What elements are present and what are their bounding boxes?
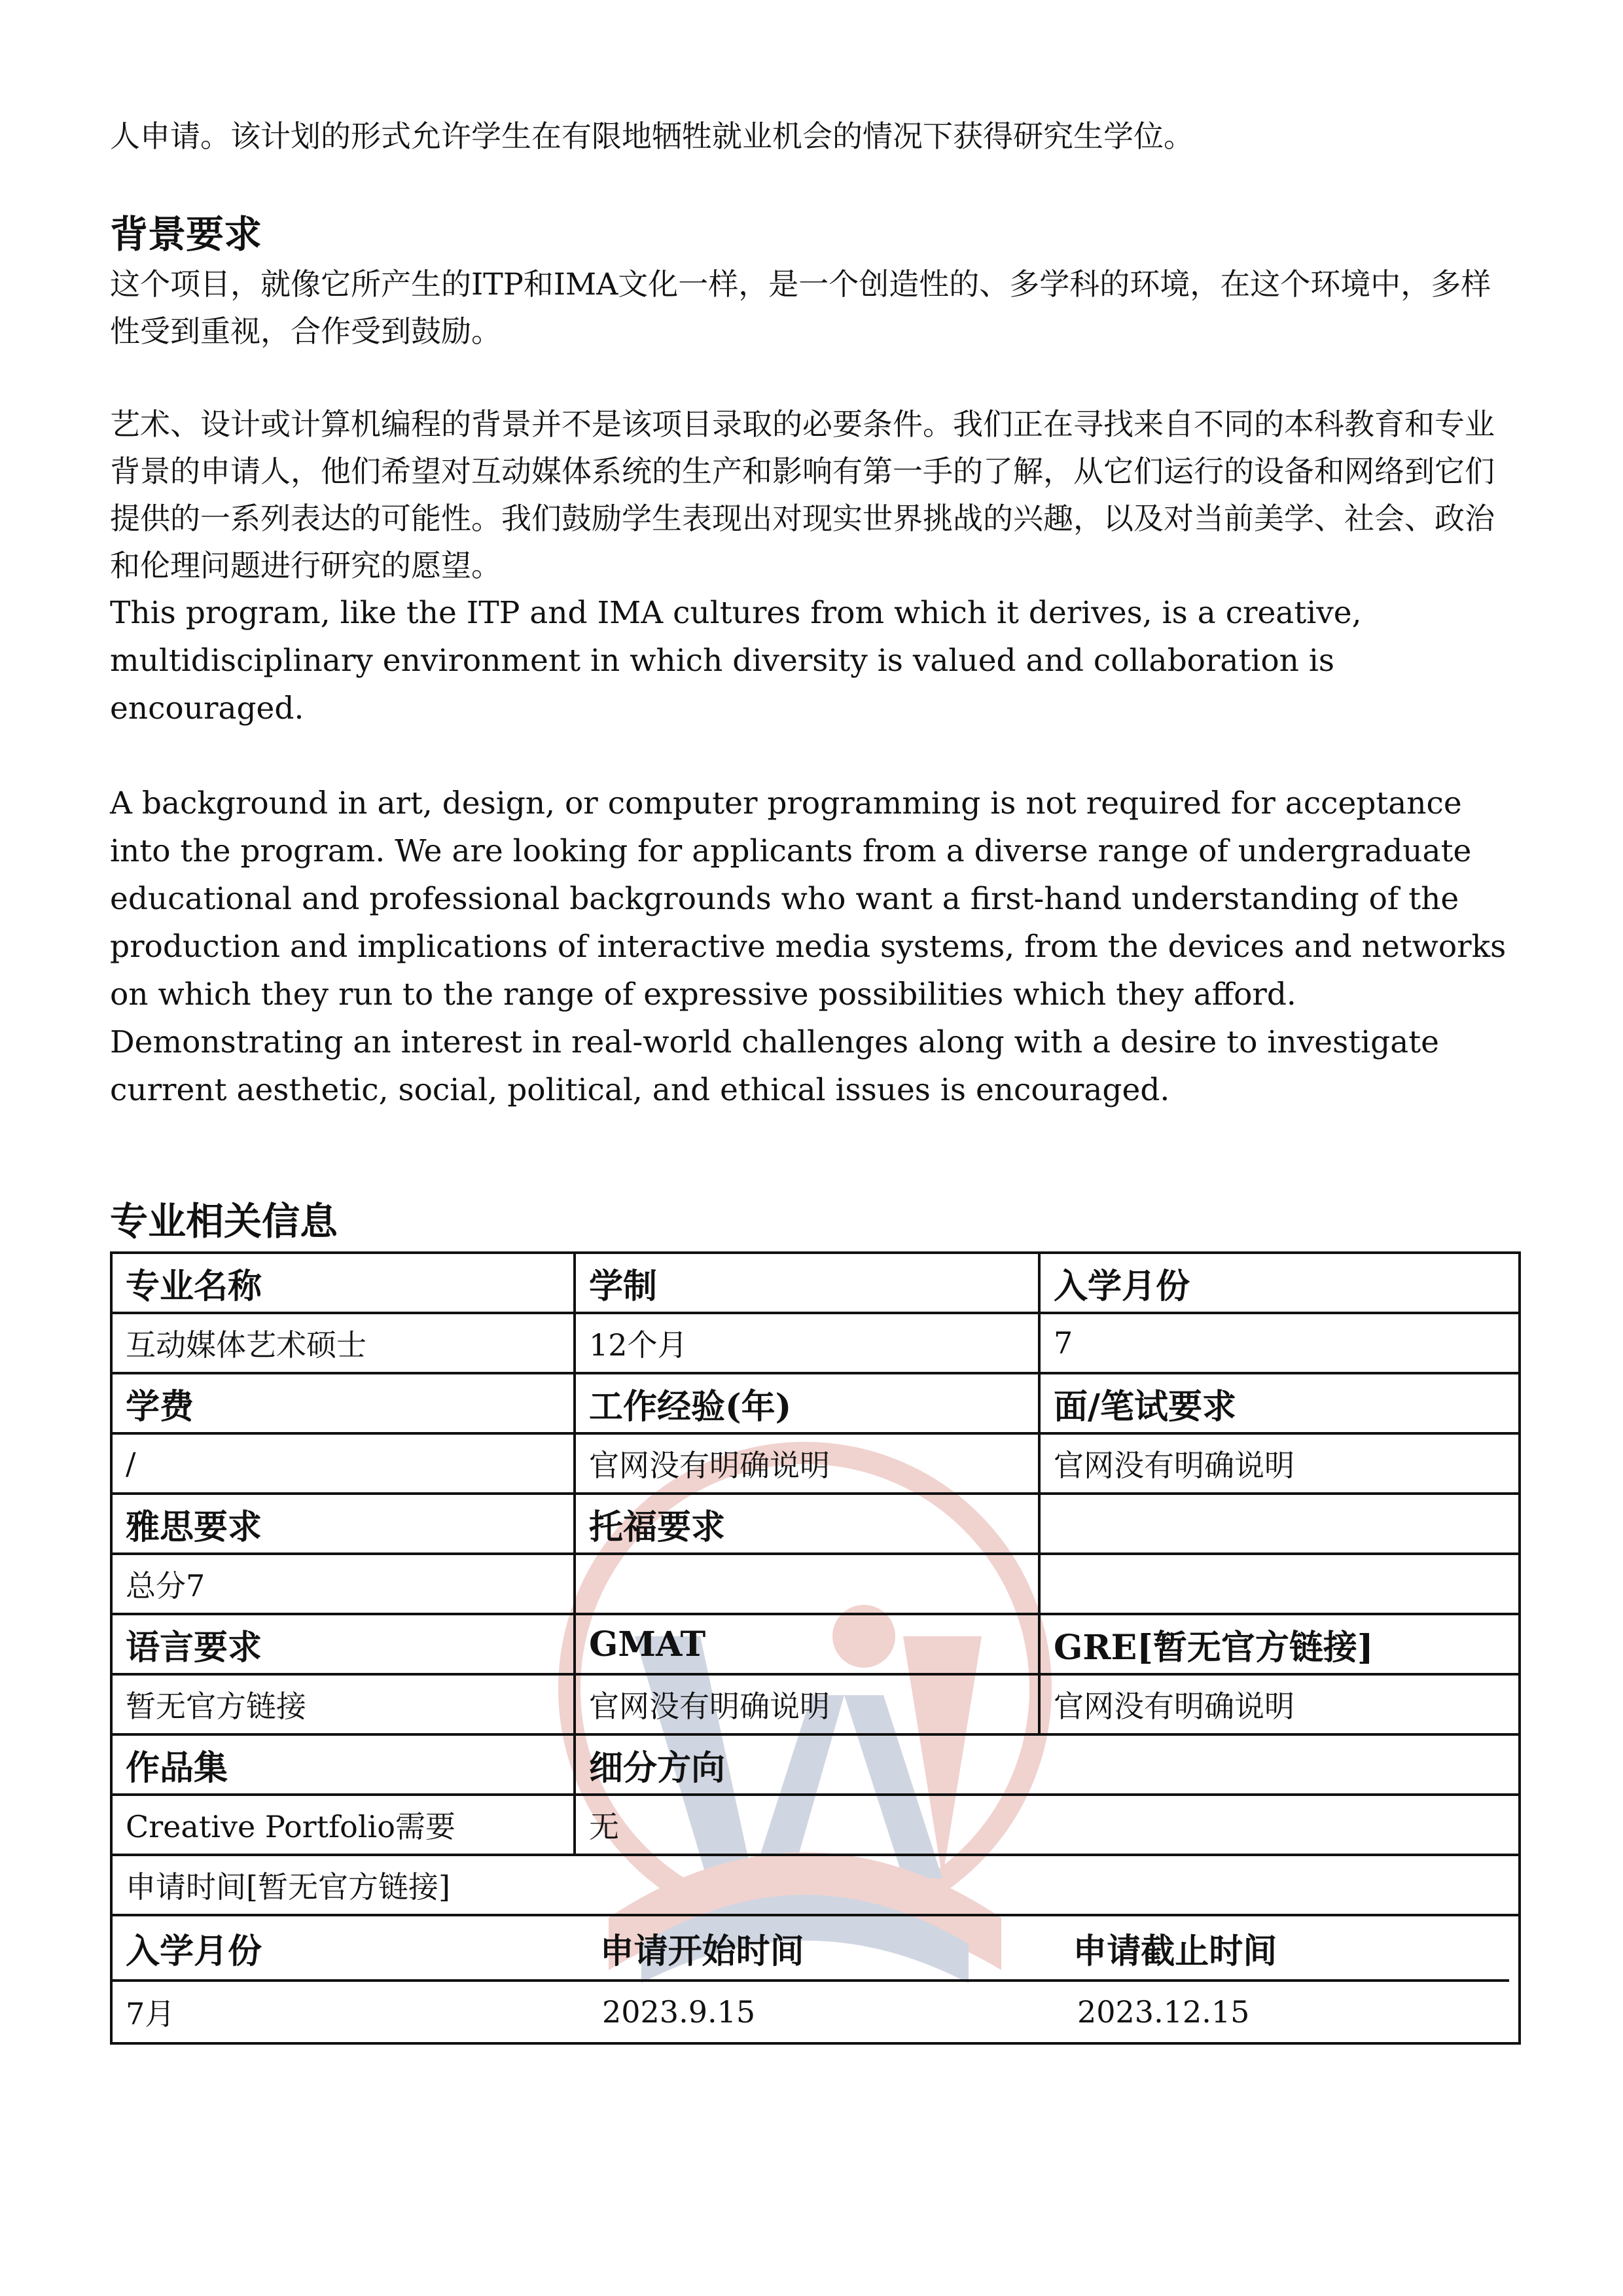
header-empty [1039,1494,1520,1554]
schedule-value-row [113,1982,1518,2042]
header-interview: 面/笔试要求 [1039,1373,1520,1433]
header-program-name: 专业名称 [111,1253,575,1313]
table-row [111,1433,1520,1494]
value-intake-month: 7 [1039,1313,1520,1373]
schedule-header-deadline: 申请截止时间 [1073,1931,1277,1971]
header-toefl: 托福要求 [575,1494,1039,1554]
program-info-table [110,1251,1521,2045]
background-zh-paragraph-1: 这个项目，就像它所产生的ITP和IMA文化一样，是一个创造性的、多学科的环境，在这个环境中，多样性受到重视，合作受到鼓励。 [110,266,1491,349]
table-row [111,1494,1520,1554]
main-content [110,113,1517,2045]
table-row [111,1313,1520,1373]
background-zh-paragraph-2: 艺术、设计或计算机编程的背景并不是该项目录取的必要条件。我们正在寻找来自不同的本科教育和专业背景的申请人，他们希望对互动媒体系统的生产和影响有第一手的了解，从它们运行的设备和网络到它们提供的一系列表达的可能性。我们鼓励学生表现出对现实世界挑战的兴趣，以及对当前美学、社会、政治和伦理问题进行研究的愿望。 [110,406,1495,583]
value-toefl [575,1554,1039,1614]
table-row [111,1373,1520,1433]
header-portfolio: 作品集 [111,1734,575,1795]
header-duration: 学制 [575,1253,1039,1313]
schedule-value-start: 2023.9.15 [602,1994,756,2030]
schedule-header-start: 申请开始时间 [599,1931,804,1971]
table-row [111,1915,1520,2043]
value-work-experience: 官网没有明确说明 [575,1433,1039,1494]
header-work-experience: 工作经验(年) [575,1373,1039,1433]
value-gre: 官网没有明确说明 [1039,1674,1520,1734]
value-duration: 12个月 [575,1313,1039,1373]
schedule-header-intake: 入学月份 [126,1931,262,1971]
header-gmat: GMAT [575,1614,1039,1674]
table-row [111,1253,1520,1313]
value-interview: 官网没有明确说明 [1039,1433,1520,1494]
background-en-paragraph-1: This program, like the ITP and IMA cultures from which it derives, is a creative, multidisciplinary environment in which diversity is valued and collaboration is encouraged. [110,595,1362,726]
value-gmat: 官网没有明确说明 [575,1674,1039,1734]
background-en-paragraph-2: A background in art, design, or computer programming is not required for acceptance into the program. We are looking for applicants from a diverse range of undergraduate educational and professional backgrounds who want a first-hand understanding of the production and implications of interactive media systems, from the devices and networks on which they run to the range of expressive possibilities which they afford. Demonstrating an interest in real-world challenges along with a desire to investigate current aesthetic, social, political, and ethical issues is encouraged. [110,785,1507,1108]
intro-tail-text: 人申请。该计划的形式允许学生在有限地牺牲就业机会的情况下获得研究生学位。 [110,118,1194,154]
value-portfolio: Creative Portfolio需要 [111,1795,575,1855]
value-concentration: 无 [575,1795,1520,1855]
value-language: 暂无官方链接 [111,1674,575,1734]
schedule-value-intake: 7月 [126,1996,175,2032]
header-ielts: 雅思要求 [111,1494,575,1554]
table-row [111,1554,1520,1614]
value-ielts: 总分7 [111,1554,575,1614]
schedule-value-deadline: 2023.12.15 [1077,1994,1250,2030]
table-row [111,1734,1520,1795]
header-gre: GRE[暂无官方链接] [1039,1614,1520,1674]
header-tuition: 学费 [111,1373,575,1433]
table-row [111,1614,1520,1674]
background-heading: 背景要求 [110,212,262,257]
table-row [111,1795,1520,1855]
table-row [111,1855,1520,1915]
application-schedule [111,1915,1520,2043]
header-concentration: 细分方向 [575,1734,1520,1795]
value-empty [1039,1554,1520,1614]
header-intake-month: 入学月份 [1039,1253,1520,1313]
header-language: 语言要求 [111,1614,575,1674]
table-row [111,1674,1520,1734]
application-time-label: 申请时间[暂无官方链接] [111,1855,1520,1915]
value-program-name: 互动媒体艺术硕士 [111,1313,575,1373]
info-heading: 专业相关信息 [110,1199,338,1244]
value-tuition: / [111,1433,575,1494]
schedule-header-row [113,1916,1509,1982]
